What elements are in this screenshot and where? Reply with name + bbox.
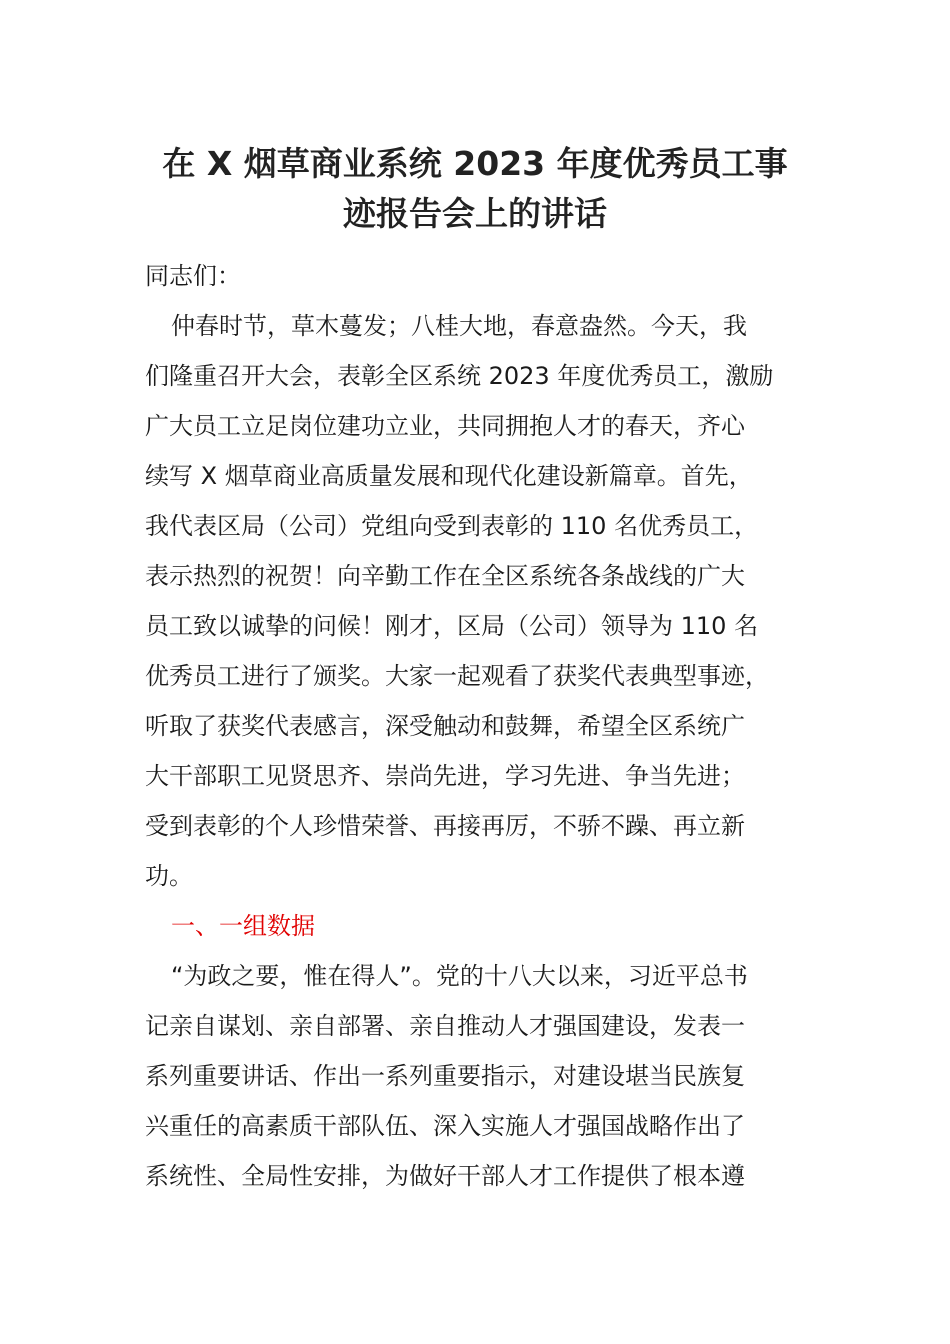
- paragraph-2-line: 系列重要讲话、作出一系列重要指示，对建设堪当民族复: [145, 1062, 745, 1090]
- paragraph-1-line: 功。: [145, 862, 193, 890]
- paragraph-2-line: 系统性、全局性安排，为做好干部人才工作提供了根本遵: [145, 1162, 745, 1190]
- paragraph-1-line: 员工致以诚挚的问候！刚才，区局（公司）领导为 110 名: [145, 612, 759, 640]
- salutation: 同志们：: [145, 262, 241, 290]
- paragraph-1-line: 广大员工立足岗位建功立业，共同拥抱人才的春天，齐心: [145, 412, 745, 440]
- document-title-line-1: 在 X 烟草商业系统 2023 年度优秀员工事: [162, 144, 788, 183]
- paragraph-2-line: “为政之要，惟在得人”。党的十八大以来，习近平总书: [171, 962, 748, 990]
- paragraph-1-line: 们隆重召开大会，表彰全区系统 2023 年度优秀员工，激励: [145, 362, 774, 390]
- paragraph-1-line: 听取了获奖代表感言，深受触动和鼓舞，希望全区系统广: [145, 712, 745, 740]
- paragraph-1-line: 我代表区局（公司）党组向受到表彰的 110 名优秀员工，: [145, 512, 759, 540]
- paragraph-2-line: 记亲自谋划、亲自部署、亲自推动人才强国建设，发表一: [145, 1012, 745, 1040]
- paragraph-2-line: 兴重任的高素质干部队伍、深入实施人才强国战略作出了: [145, 1112, 745, 1140]
- paragraph-1-line: 仲春时节，草木蔓发；八桂大地，春意盎然。今天，我: [171, 312, 747, 340]
- section-heading: 一、一组数据: [171, 912, 315, 940]
- paragraph-1-line: 表示热烈的祝贺！向辛勤工作在全区系统各条战线的广大: [145, 562, 745, 590]
- document-title-line-2: 迹报告会上的讲话: [343, 194, 607, 233]
- paragraph-1-line: 续写 X 烟草商业高质量发展和现代化建设新篇章。首先，: [145, 462, 753, 490]
- paragraph-1-line: 大干部职工见贤思齐、崇尚先进，学习先进、争当先进；: [145, 762, 745, 790]
- paragraph-1-line: 优秀员工进行了颁奖。大家一起观看了获奖代表典型事迹，: [145, 662, 769, 690]
- paragraph-1-line: 受到表彰的个人珍惜荣誉、再接再厉，不骄不躁、再立新: [145, 812, 745, 840]
